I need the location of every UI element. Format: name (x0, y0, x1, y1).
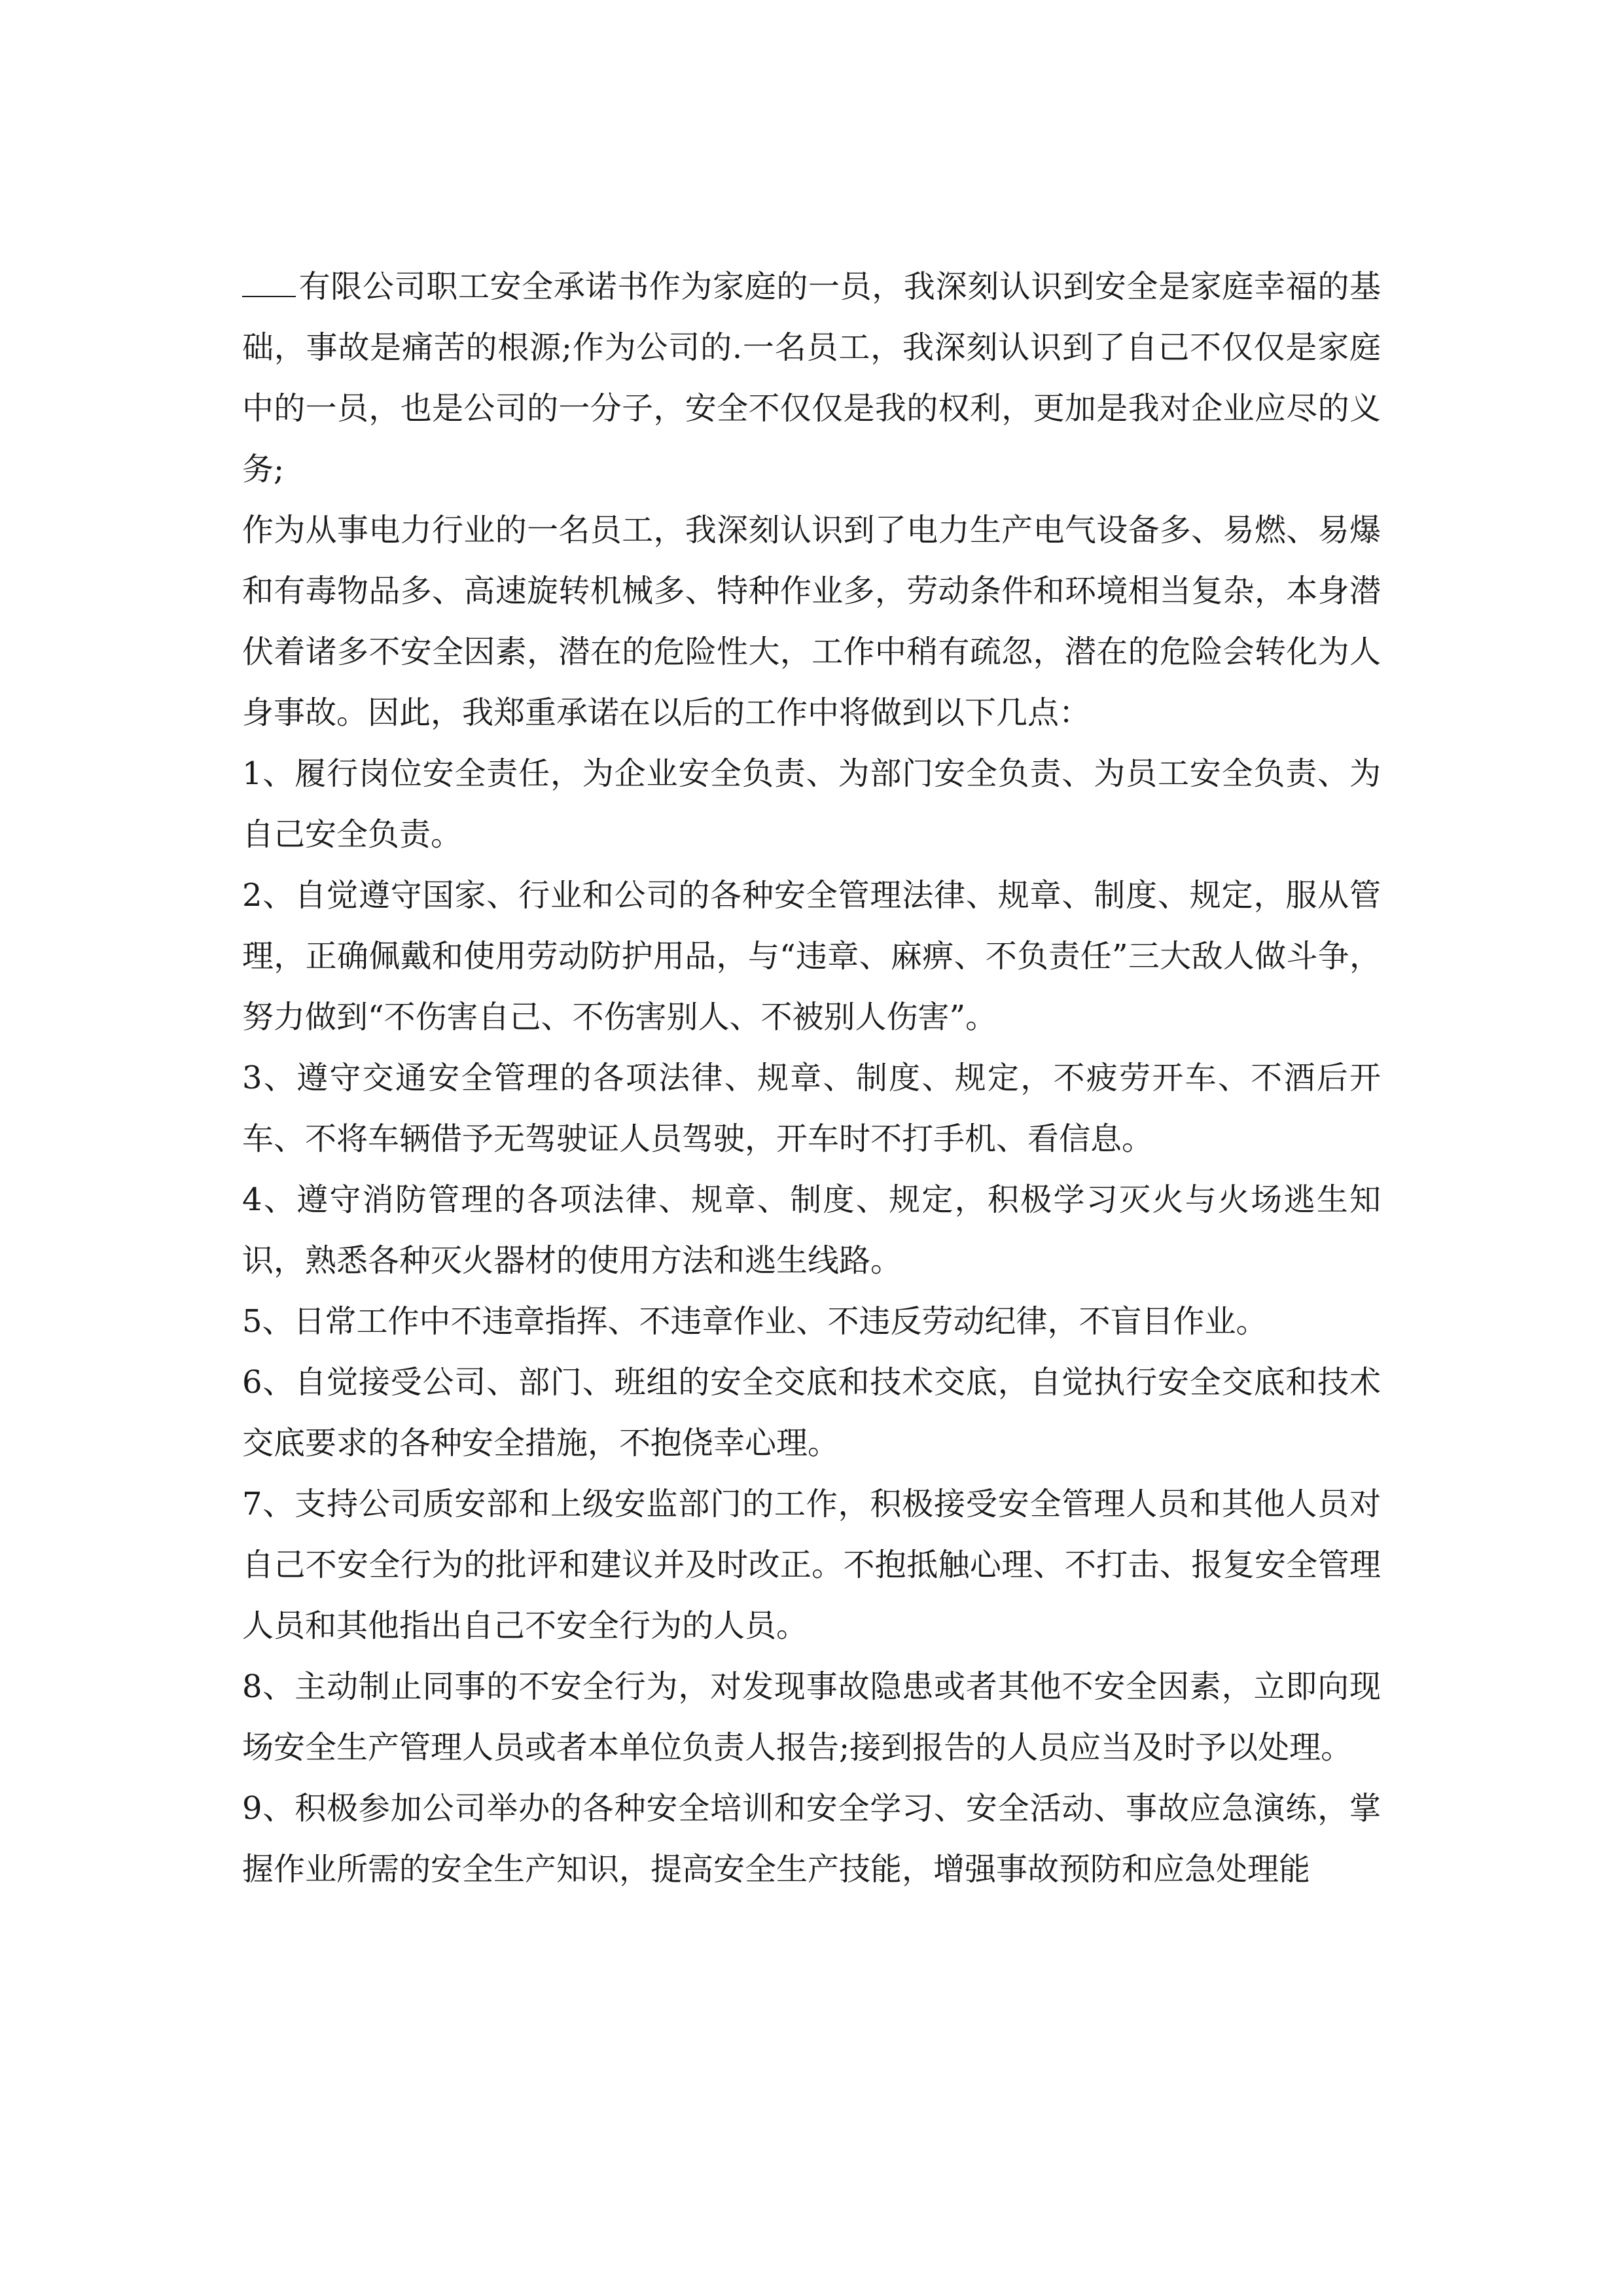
commitment-item-7: 7、支持公司质安部和上级安监部门的工作，积极接受安全管理人员和其他人员对自己不安全行为的批评和建议并及时改正。不抱抵触心理、不打击、报复安全管理人员和其他指出自己不安全行为的人员。 (242, 1486, 1381, 1644)
commitment-item-4: 4、遵守消防管理的各项法律、规章、制度、规定，积极学习灭火与火场逃生知识，熟悉各种灭火器材的使用方法和逃生线路。 (242, 1181, 1381, 1279)
commitment-item-9: 9、积极参加公司举办的各种安全培训和安全学习、安全活动、事故应急演练，掌握作业所需的安全生产知识，提高安全生产技能，增强事故预防和应急处理能 (242, 1790, 1381, 1888)
blank-underline (242, 270, 296, 297)
commitment-item-2: 2、自觉遵守国家、行业和公司的各种安全管理法律、规章、制度、规定，服从管理，正确佩戴和使用劳动防护用品，与“违章、麻痹、不负责任”三大敌人做斗争，努力做到“不伤害自己、不伤害别人、不被别人伤害”。 (242, 877, 1381, 1035)
commitment-item-6: 6、自觉接受公司、部门、班组的安全交底和技术交底，自觉执行安全交底和技术交底要求的各种安全措施，不抱侥幸心理。 (242, 1364, 1381, 1462)
context-paragraph: 作为从事电力行业的一名员工，我深刻认识到了电力生产电气设备多、易燃、易爆和有毒物品多、高速旋转机械多、特种作业多，劳动条件和环境相当复杂，本身潜伏着诸多不安全因素，潜在的危险性大，工作中稍有疏忽，潜在的危险会转化为人身事故。因此，我郑重承诺在以后的工作中将做到以下几点： (242, 512, 1381, 731)
commitment-item-8: 8、主动制止同事的不安全行为，对发现事故隐患或者其他不安全因素，立即向现场安全生产管理人员或者本单位负责人报告;接到报告的人员应当及时予以处理。 (242, 1668, 1381, 1766)
intro-text: 有限公司职工安全承诺书作为家庭的一员，我深刻认识到安全是家庭幸福的基础，事故是痛苦的根源;作为公司的.一名员工，我深刻认识到了自己不仅仅是家庭中的一员，也是公司的一分子，安全不仅仅是我的权利，更加是我对企业应尽的义务; (242, 268, 1381, 488)
document-body (242, 257, 1381, 1900)
commitment-item-1: 1、履行岗位安全责任，为企业安全负责、为部门安全负责、为员工安全负责、为自己安全负责。 (242, 755, 1381, 853)
commitment-item-3: 3、遵守交通安全管理的各项法律、规章、制度、规定，不疲劳开车、不酒后开车、不将车辆借予无驾驶证人员驾驶，开车时不打手机、看信息。 (242, 1060, 1381, 1157)
commitment-item-5: 5、日常工作中不违章指挥、不违章作业、不违反劳动纪律，不盲目作业。 (242, 1303, 1268, 1340)
intro-paragraph (242, 257, 1381, 500)
